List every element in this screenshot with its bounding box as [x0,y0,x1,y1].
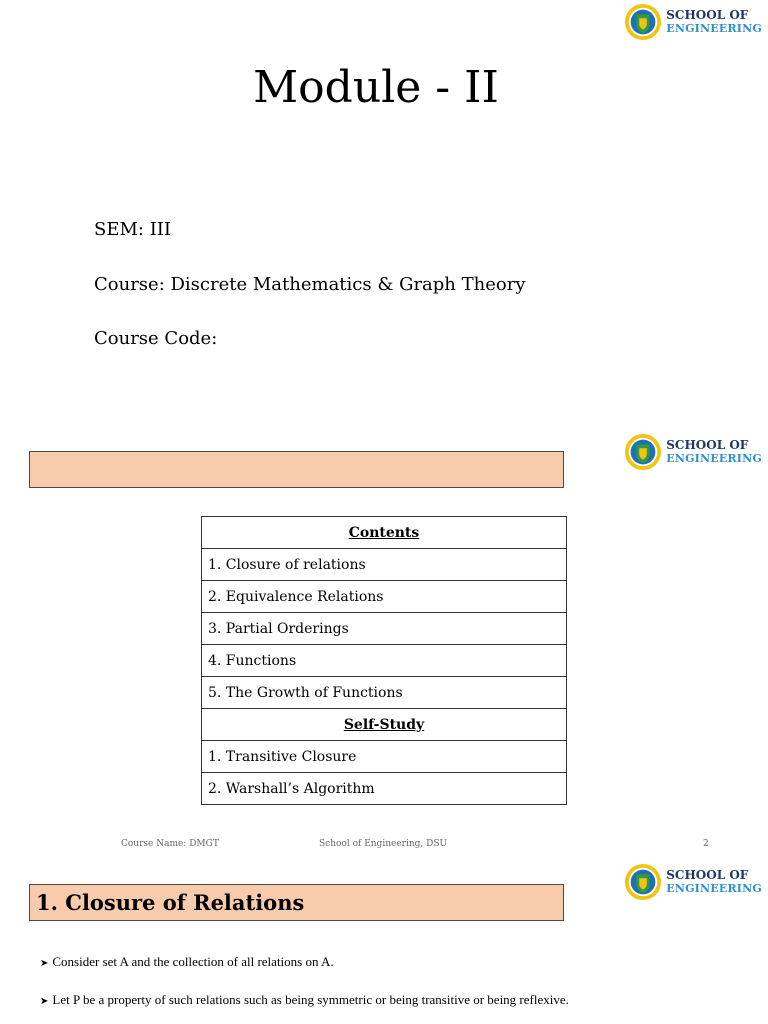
footer-school: School of Engineering, DSU [319,839,448,849]
module-title: Module - II [253,62,499,113]
school-seal-icon [624,3,662,41]
school-seal-icon [624,433,662,471]
section-title-banner [29,884,564,921]
footer-course-name: Course Name: DMGT [121,839,219,849]
contents-table [201,516,567,805]
slide-2 [0,430,768,860]
table-row [202,613,567,645]
school-logo [624,863,762,901]
table-cell: 3. Partial Orderings [202,613,567,645]
table-row [202,517,567,549]
footer-page-number: 2 [703,839,709,849]
logo-text-engineering: ENGINEERING [666,882,762,895]
table-row [202,581,567,613]
logo-text-engineering: ENGINEERING [666,452,762,465]
bullet-text: Let P be a property of such relations such as being symmetric or being transitive or being reflexive. [52,992,569,1007]
table-heading: Self-Study [202,709,567,741]
table-heading: Contents [202,517,567,549]
slide-1 [0,0,768,430]
course-text: Course: Discrete Mathematics & Graph Theory [94,274,526,295]
section-title: 1. Closure of Relations [36,890,305,915]
bullet-item [40,992,569,1008]
bullet-item [40,954,334,970]
table-row [202,773,567,805]
table-row [202,741,567,773]
table-row [202,549,567,581]
table-cell: 4. Functions [202,645,567,677]
table-cell: 1. Closure of relations [202,549,567,581]
logo-text-school: SCHOOL OF [666,438,749,452]
table-cell: 5. The Growth of Functions [202,677,567,709]
school-logo [624,433,762,471]
slide-3 [0,860,768,1024]
school-seal-icon [624,863,662,901]
logo-text-school: SCHOOL OF [666,8,749,22]
course-code-text: Course Code: [94,328,218,349]
empty-title-banner [29,451,564,488]
bullet-text: Consider set A and the collection of all relations on A. [52,954,334,969]
logo-text-school: SCHOOL OF [666,868,749,882]
arrow-bullet-icon: ➤ [40,996,49,1007]
table-cell: 2. Warshall’s Algorithm [202,773,567,805]
table-row [202,677,567,709]
table-cell: 1. Transitive Closure [202,741,567,773]
table-cell: 2. Equivalence Relations [202,581,567,613]
table-row [202,709,567,741]
school-logo [624,3,762,41]
table-row [202,645,567,677]
arrow-bullet-icon: ➤ [40,958,49,969]
semester-text: SEM: III [94,219,172,240]
logo-text-engineering: ENGINEERING [666,22,762,35]
